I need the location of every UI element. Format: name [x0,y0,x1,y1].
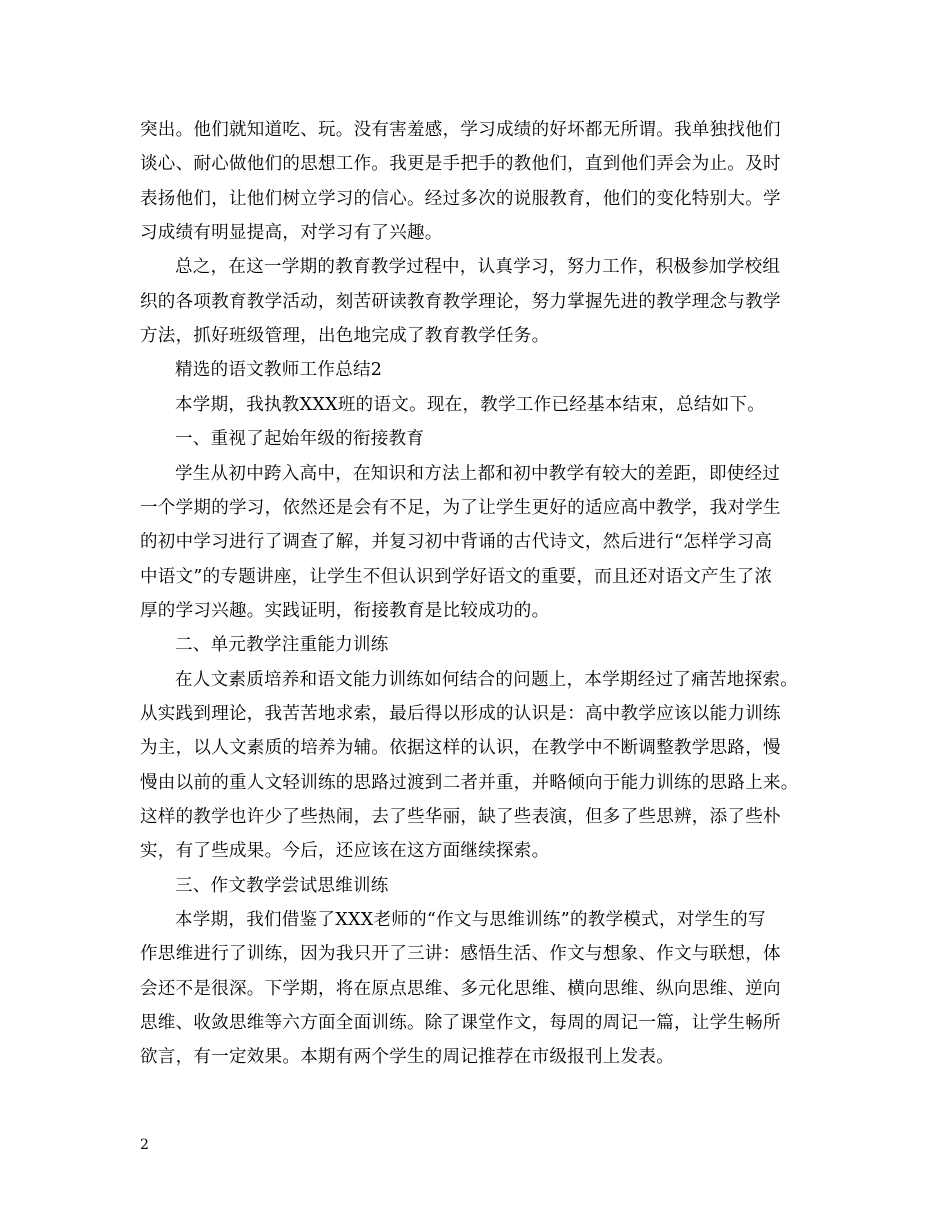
text-line: 欲言，有一定效果。本期有两个学生的周记推荐在市级报刊上发表。 [140,1047,674,1067]
text-line: 本学期，我们借鉴了XXX老师的“作文与思维训练”的教学模式，对学生的写 [175,910,766,930]
text-line: 习成绩有明显提高，对学习有了兴趣。 [140,223,443,243]
text-line: 学生从初中跨入高中，在知识和方法上都和初中教学有较大的差距，即使经过 [175,464,781,484]
text-line: 在人文素质培养和语文能力训练如何结合的问题上，本学期经过了痛苦地探索。 [175,670,798,690]
page-number: 2 [140,1137,149,1153]
text-line: 织的各项教育教学活动，刻苦研读教育教学理论，努力掌握先进的教学理念与教学 [140,292,781,312]
text-line: 这样的教学也许少了些热闹，去了些华丽，缺了些表演，但多了些思辨，添了些朴 [140,807,781,827]
text-line: 的初中学习进行了调查了解，并复习初中背诵的古代诗文，然后进行“怎样学习高 [140,532,773,552]
text-line: 表扬他们，让他们树立学习的信心。经过多次的说服教育，他们的变化特别大。学 [140,189,781,209]
text-line: 突出。他们就知道吃、玩。没有害羞感，学习成绩的好坏都无所谓。我单独找他们 [140,120,781,140]
text-line: 一、重视了起始年级的衔接教育 [175,429,425,449]
text-line: 精选的语文教师工作总结2 [175,360,383,380]
text-line: 从实践到理论，我苦苦地求索，最后得以形成的认识是：高中教学应该以能力训练 [140,704,781,724]
text-line: 实，有了些成果。今后，还应该在这方面继续探索。 [140,841,550,861]
text-line: 为主，以人文素质的培养为辅。依据这样的认识，在教学中不断调整教学思路，慢 [140,738,781,758]
text-line: 谈心、耐心做他们的思想工作。我更是手把手的教他们，直到他们弄会为止。及时 [140,154,781,174]
text-line: 本学期，我执教XXX班的语文。现在，教学工作已经基本结束，总结如下。 [175,395,766,415]
text-line: 二、单元教学注重能力训练 [175,635,389,655]
text-line: 三、作文教学尝试思维训练 [175,876,389,896]
text-line: 总之，在这一学期的教育教学过程中，认真学习，努力工作，积极参加学校组 [175,257,781,277]
text-line: 方法，抓好班级管理，出色地完成了教育教学任务。 [140,326,550,346]
text-line: 作思维进行了训练，因为我只开了三讲：感悟生活、作文与想象、作文与联想，体 [140,944,781,964]
text-line: 会还不是很深。下学期，将在原点思维、多元化思维、横向思维、纵向思维、逆向 [140,979,781,999]
text-line: 厚的学习兴趣。实践证明，衔接教育是比较成功的。 [140,601,550,621]
text-line: 一个学期的学习，依然还是会有不足，为了让学生更好的适应高中教学，我对学生 [140,498,781,518]
text-line: 中语文”的专题讲座，让学生不但认识到学好语文的重要，而且还对语文产生了浓 [140,567,773,587]
text-line: 思维、收敛思维等六方面全面训练。除了课堂作文，每周的周记一篇，让学生畅所 [140,1013,781,1033]
text-line: 慢由以前的重人文轻训练的思路过渡到二者并重，并略倾向于能力训练的思路上来。 [140,773,799,793]
